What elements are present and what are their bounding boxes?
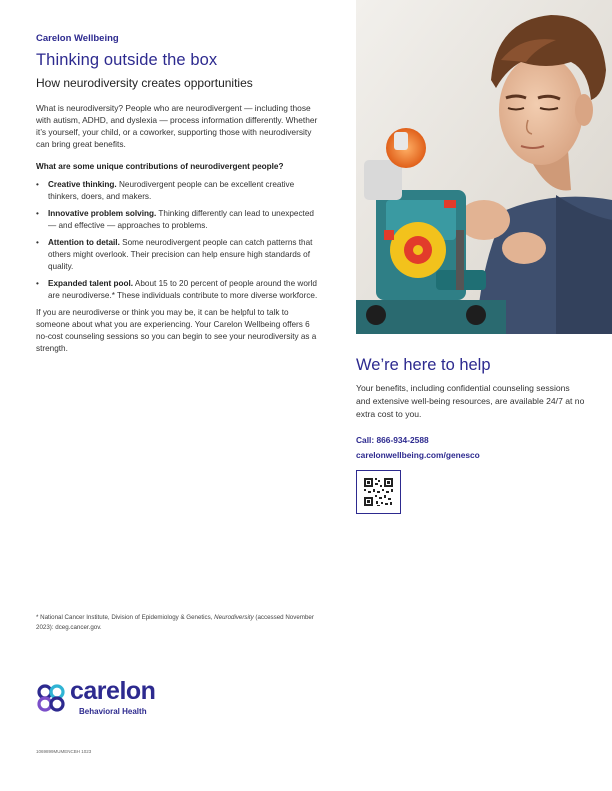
footnote xyxy=(36,613,326,633)
article xyxy=(36,33,322,355)
section-question: What are some unique contributions of neurodivergent people? xyxy=(36,162,284,171)
bullet-text: Some neurodivergent people can catch patterns that others might overlook. Their precision can help ensure high standards of quality. xyxy=(48,238,313,271)
page-title: Thinking outside the box xyxy=(36,51,218,69)
document-code: 1069899MUMENCBH 1023 xyxy=(36,749,92,754)
hero-photo xyxy=(356,0,612,334)
footnote-access: (accessed November 2023): dceg.cancer.gov. xyxy=(36,614,314,631)
footnote-source: * National Cancer Institute, Division of Epidemiology & Genetics, xyxy=(36,614,215,621)
qr-code-icon[interactable] xyxy=(356,470,401,514)
website-link[interactable]: carelonwellbeing.com/genesco xyxy=(356,450,480,460)
list-item xyxy=(36,237,322,273)
bullet-text: Neurodivergent people can be excellent creative thinkers, doers, and makers. xyxy=(48,180,295,201)
list-item xyxy=(36,179,322,203)
list-item xyxy=(36,278,322,302)
phone-link[interactable]: Call: 866-934-2588 xyxy=(356,435,429,445)
intro-paragraph: What is neurodiversity? People who are neurodivergent — including those with autism, ADHD, and dyslexia — process information differently. Whether it’s yourself, your child, or a coworker, supporting those with neurodiversity can bring great benefits. xyxy=(36,103,318,149)
carelon-logo xyxy=(36,677,176,721)
bullet-text: Thinking differently can lead to unexpected — and effective — approaches to problems. xyxy=(48,209,314,230)
footnote-title: Neurodiversity xyxy=(214,614,254,621)
help-section xyxy=(356,356,586,460)
closing-paragraph: If you are neurodiverse or think you may be, it can be helpful to talk to someone about what you are experiencing. Your Carelon Wellbeing offers 6 no-cost counseling sessions so you can begin to see your neurodiversity as a strength. xyxy=(36,308,317,353)
bullet-title: Attention to detail. xyxy=(48,238,120,247)
bullet-title: Innovative problem solving. xyxy=(48,209,157,218)
bullet-title: Creative thinking. xyxy=(48,180,117,189)
bullet-title: Expanded talent pool. xyxy=(48,279,134,288)
brand-label: Carelon Wellbeing xyxy=(36,33,119,44)
boy-building-robot-image xyxy=(356,0,612,334)
help-body: Your benefits, including confidential counseling sessions and extensive well-being resources, are available 24/7 at no extra cost to you. xyxy=(356,383,585,419)
logo-subtitle: Behavioral Health xyxy=(79,707,147,716)
help-title: We’re here to help xyxy=(356,356,491,374)
page-subtitle: How neurodiversity creates opportunities xyxy=(36,76,253,90)
list-item xyxy=(36,208,322,232)
carelon-knot-logo-icon xyxy=(36,683,66,713)
bullet-text: About 15 to 20 percent of people around the world are neurodiverse.* These individuals contribute to more diverse workforce. xyxy=(48,279,318,300)
logo-wordmark: carelon xyxy=(70,677,156,705)
contributions-list xyxy=(36,179,322,302)
